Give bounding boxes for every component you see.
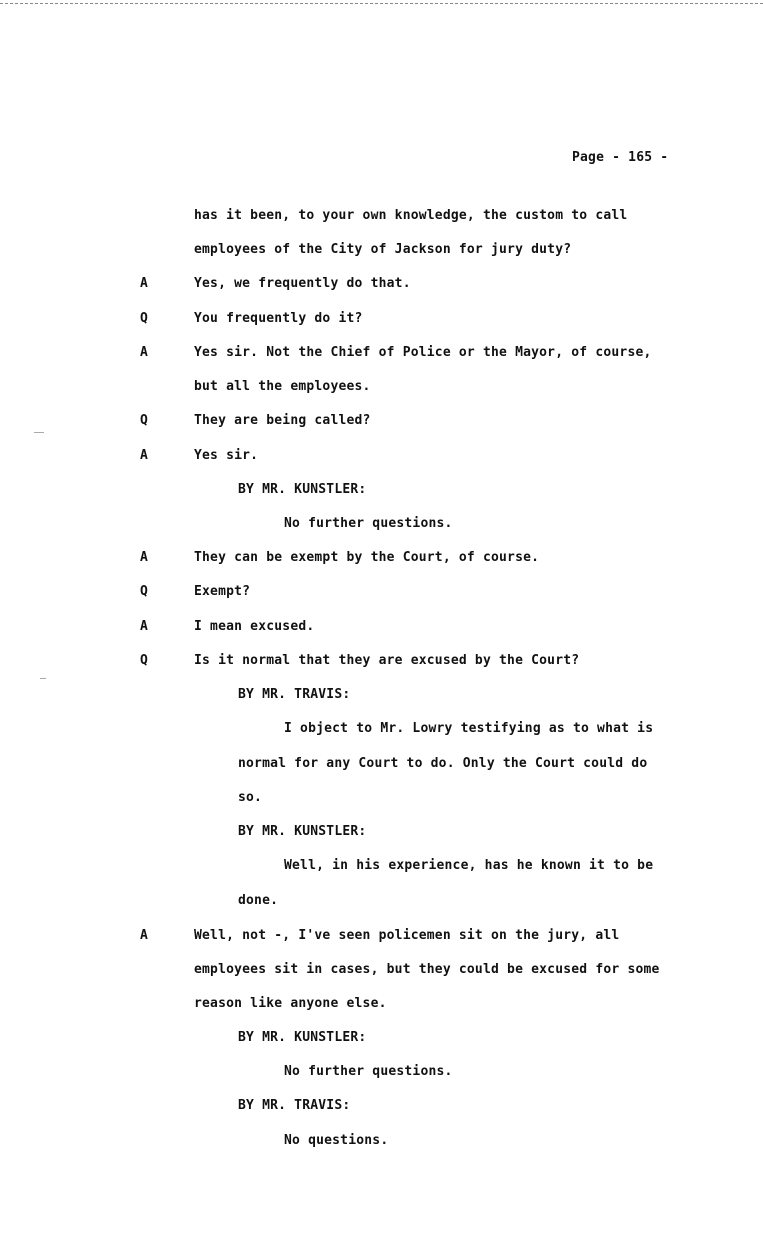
transcript-line: so. xyxy=(238,790,263,805)
answer-label: A xyxy=(140,619,148,634)
transcript-line: No further questions. xyxy=(284,516,453,531)
scan-speck xyxy=(40,678,46,679)
transcript-line: employees sit in cases, but they could be excused for some xyxy=(194,962,660,977)
transcript-line: has it been, to your own knowledge, the custom to call xyxy=(194,208,628,223)
transcript-line: but all the employees. xyxy=(194,379,371,394)
speaker-heading: BY MR. KUNSTLER: xyxy=(238,824,367,839)
transcript-line: Yes, we frequently do that. xyxy=(194,276,411,291)
transcript-line: Well, in his experience, has he known it to be xyxy=(284,858,654,873)
transcript-line: You frequently do it? xyxy=(194,311,363,326)
transcript-line: No questions. xyxy=(284,1133,389,1148)
transcript-line: I object to Mr. Lowry testifying as to what is xyxy=(284,721,654,736)
top-border-rule xyxy=(0,3,763,4)
transcript-line: I mean excused. xyxy=(194,619,315,634)
answer-label: A xyxy=(140,345,148,360)
answer-label: A xyxy=(140,276,148,291)
speaker-heading: BY MR. TRAVIS: xyxy=(238,687,351,702)
transcript-line: Is it normal that they are excused by the Court? xyxy=(194,653,580,668)
speaker-heading: BY MR. KUNSTLER: xyxy=(238,482,367,497)
question-label: Q xyxy=(140,311,148,326)
transcript-line: employees of the City of Jackson for jury duty? xyxy=(194,242,572,257)
transcript-line: reason like anyone else. xyxy=(194,996,387,1011)
answer-label: A xyxy=(140,928,148,943)
speaker-heading: BY MR. TRAVIS: xyxy=(238,1098,351,1113)
question-label: Q xyxy=(140,653,148,668)
transcript-line: Yes sir. Not the Chief of Police or the Mayor, of course, xyxy=(194,345,652,360)
answer-label: A xyxy=(140,550,148,565)
speaker-heading: BY MR. KUNSTLER: xyxy=(238,1030,367,1045)
transcript-line: Yes sir. xyxy=(194,448,259,463)
transcript-line: Well, not -, I've seen policemen sit on the jury, all xyxy=(194,928,620,943)
scan-speck xyxy=(34,432,44,433)
transcript-line: No further questions. xyxy=(284,1064,453,1079)
transcript-line: done. xyxy=(238,893,279,908)
transcript-line: Exempt? xyxy=(194,584,251,599)
transcript-line: They can be exempt by the Court, of course. xyxy=(194,550,540,565)
transcript-line: normal for any Court to do. Only the Court could do xyxy=(238,756,648,771)
page-number: Page - 165 - xyxy=(572,150,669,165)
question-label: Q xyxy=(140,413,148,428)
transcript-line: They are being called? xyxy=(194,413,371,428)
question-label: Q xyxy=(140,584,148,599)
answer-label: A xyxy=(140,448,148,463)
